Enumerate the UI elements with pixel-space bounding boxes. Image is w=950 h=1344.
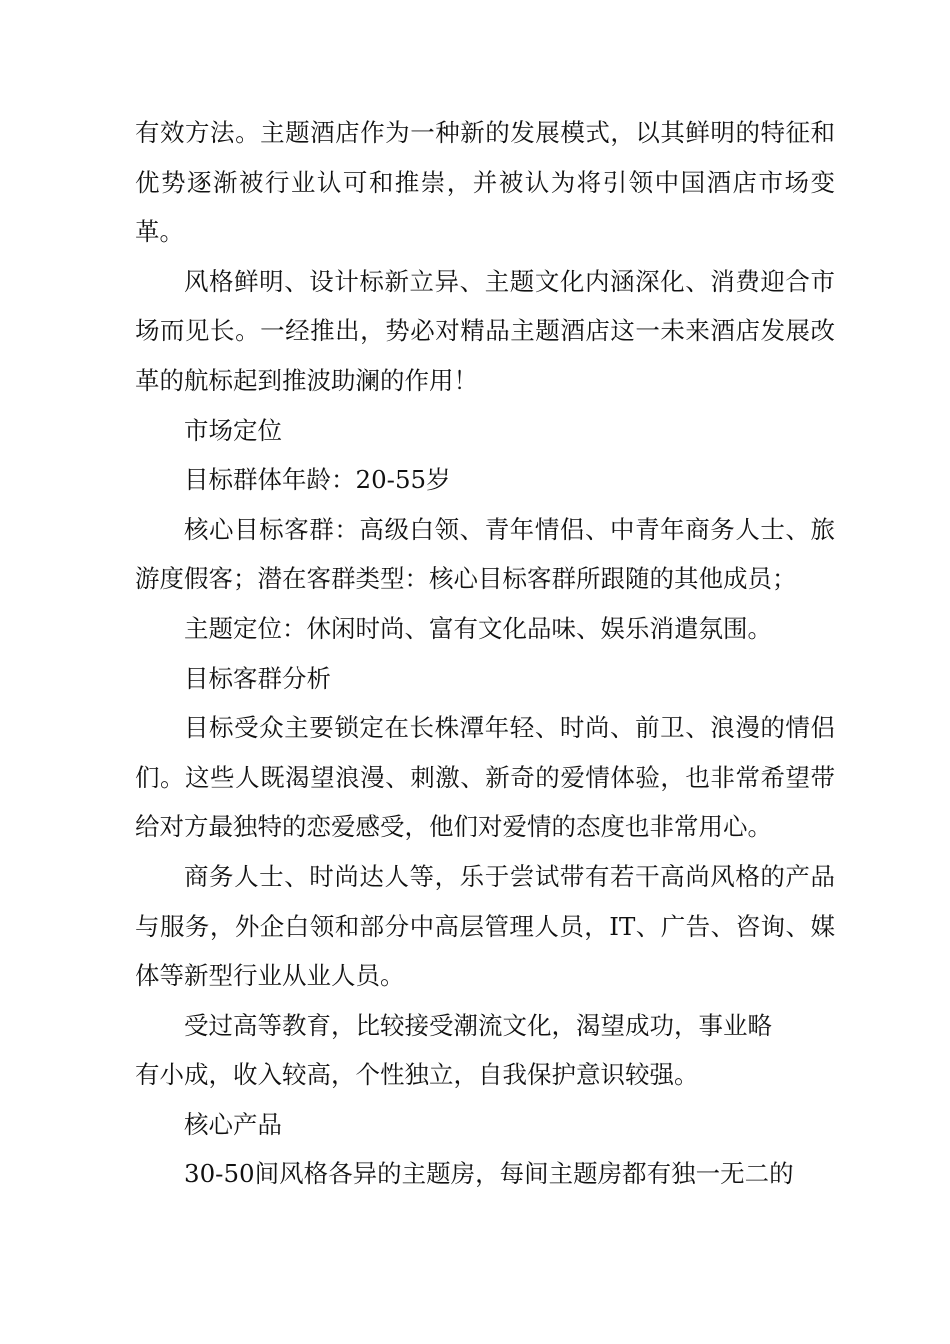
paragraph-1: 有效方法。主题酒店作为一种新的发展模式，以其鲜明的特征和优势逐渐被行业认可和推崇，并被认为将引领中国酒店市场变革。 — [135, 118, 835, 247]
paragraph-target-age: 目标群体年龄：20-55岁 — [184, 465, 451, 495]
heading-core-product: 核心产品 — [184, 1109, 282, 1139]
paragraph-business-people: 商务人士、时尚达人等，乐于尝试带有若干高尚风格的产品与服务，外企白领和部分中高层管理人员，IT、广告、咨询、媒体等新型行业从业人员。 — [135, 861, 835, 991]
heading-market-positioning: 市场定位 — [184, 415, 282, 445]
paragraph-education: 受过高等教育，比较接受潮流文化，渴望成功，事业略 有小成，收入较高，个性独立，自我保护意识较强。 — [135, 1010, 772, 1090]
heading-customer-analysis: 目标客群分析 — [184, 663, 331, 693]
document-body — [135, 108, 835, 1199]
paragraph-2: 风格鲜明、设计标新立异、主题文化内涵深化、消费迎合市场而见长。一经推出，势必对精品主题酒店这一未来酒店发展改革的航标起到推波助澜的作用！ — [135, 266, 835, 395]
paragraph-target-audience: 目标受众主要锁定在长株潭年轻、时尚、前卫、浪漫的情侣们。这些人既渴望浪漫、刺激、新奇的爱情体验，也非常希望带给对方最独特的恋爱感受，他们对爱情的态度也非常用心。 — [135, 713, 835, 842]
paragraph-theme-positioning: 主题定位：休闲时尚、富有文化品味、娱乐消遣氛围。 — [184, 613, 772, 643]
paragraph-theme-rooms: 30-50间风格各异的主题房，每间主题房都有独一无二的 — [184, 1159, 794, 1189]
paragraph-core-customers: 核心目标客群：高级白领、青年情侣、中青年商务人士、旅游度假客；潜在客群类型：核心目标客群所跟随的其他成员； — [135, 514, 835, 594]
